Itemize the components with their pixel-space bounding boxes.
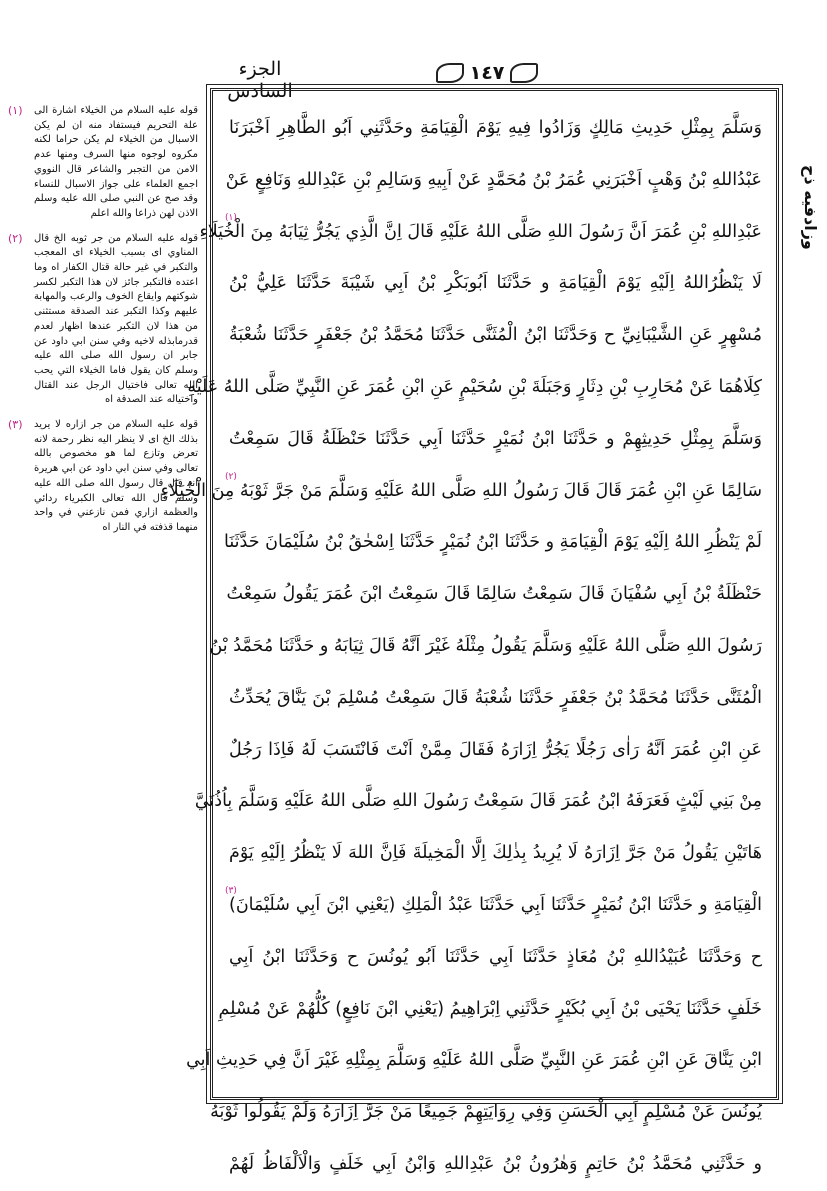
margin-note: وزادفيه ذح (801, 165, 820, 250)
text-line (199, 207, 762, 259)
text-line-content: حَنْظَلَةُ بْنُ اَبِي سُفْيَانَ قَالَ سَمِعْتُ سَالِمًا قَالَ سَمِعْتُ ابْنَ عُمَرَ يَقُولُ سَمِعْتُ (226, 584, 762, 605)
text-line (226, 569, 762, 621)
text-line-content: الْقِيَامَةِ و حَدَّثَنَا ابْنُ نُمَيْرٍ حَدَّثَنَا اَبِي حَدَّثَنَا عَبْدُ الْمَلِكِ (يَعْنِي ابْنَ اَبِي سُلَيْمَانَ) (229, 894, 762, 915)
text-line-content: لَا يَنْظُرُاللهُ اِلَيْهِ يَوْمَ الْقِيَامَةِ و حَدَّثَنَا اَبُوبَكْرِ بْنُ اَبِي شَيْبَةَ حَدَّثَنَا عَلِيُّ بْنُ (229, 273, 762, 294)
text-line-content: عَبْدُاللهِ بْنُ وَهْبٍ اَخْبَرَنِي عُمَرُ بْنُ مُحَمَّدٍ عَنْ اَبِيهِ وَسَالِمِ بْنِ عَبْدِاللهِ وَنَافِعٍ عَنْ (225, 169, 762, 190)
text-line (229, 103, 762, 155)
text-line (229, 414, 762, 466)
note-number: (٢) (8, 231, 23, 245)
note-number: (١) (8, 104, 23, 117)
text-line (209, 621, 762, 673)
text-line (229, 258, 762, 310)
text-line-content: مِنْ بَنِي لَيْثٍ فَعَرَفَهُ ابْنُ عُمَرَ قَالَ سَمِعْتُ رَسُولَ اللهِ صَلَّى اللهُ عَلَيْهِ وَسَلَّمَ بِاُذُنَيَّ (194, 791, 762, 812)
hadith-text (160, 103, 762, 1174)
text-line-content: ح وَحَدَّثَنَا عُبَيْدُاللهِ بْنُ مُعَاذٍ حَدَّثَنَا اَبِي حَدَّثَنَا اَبُو يُونُسَ ح وَحَدَّثَنَا ابْنُ اَبِي (229, 946, 762, 967)
ornament-right-icon (510, 63, 538, 83)
text-line (229, 1139, 762, 1191)
note-text: قوله عليه السلام من جر ثوبه الخ قال المناوي اى بسبب الخيلاء اى المعجب والتكبر في غير حالة قتال الكفار اه وما اعتده فالتكبر جائز لان هذا التكبر لكسر شوكتهم وايقاع الخوف والرعب والمهابة عليهم وكذا التكبر عند الصدقة مستثنى من هذا لان التكبر عندها اظهار لعدم قدرمابذله لاخيه وفي سنن ابي داود عن جابر ان رسول الله صلى الله عليه وسلم كان يقول فاما الخيلاء التي يحب الله تعالى فاختيال الرجل عند القتال واختياله عند الصدقة اه (34, 232, 198, 406)
text-line-content: يُونُسَ عَنْ مُسْلِمٍ اَبِي الْحَسَنِ وَفِي رِوَايَتِهِمْ جَمِيعًا مَنْ جَرَّ اِزَارَهُ وَلَمْ يَقُولُوا ثَوْبَهُ (210, 1102, 762, 1123)
text-line (186, 1035, 762, 1087)
text-line-content: مُسْهِرٍ عَنِ الشَّيْبَانِيِّ ح وَحَدَّثَنَا ابْنُ الْمُثَنَّى حَدَّثَنَا مُحَمَّدُ بْنُ جَعْفَرٍ حَدَّثَنَا شُعْبَةُ (229, 325, 762, 346)
text-line-content: و حَدَّثَنِي مُحَمَّدُ بْنُ حَاتِمٍ وَهٰرُونُ بْنُ عَبْدِاللهِ وَابْنُ اَبِي خَلَفٍ وَالْاَلْفَاظُ لَهُمْ (229, 1153, 762, 1174)
text-line-content: عَبْدِاللهِ بْنِ عُمَرَ اَنَّ رَسُولَ اللهِ صَلَّى اللهُ عَلَيْهِ قَالَ اِنَّ الَّذِي يَجُرُّ ثِيَابَهُ مِنَ الْخُيَلَاءِ (199, 221, 762, 242)
footnote-marker: (٣) (225, 885, 237, 896)
text-line (229, 725, 762, 777)
text-line-content: خَلَفٍ حَدَّثَنَا يَحْيَى بْنُ اَبِي بُكَيْرٍ حَدَّثَنِي اِبْرَاهِيمُ (يَعْنِي ابْنَ نَافِعٍ) كُلُّهُمْ عَنْ مُسْلِمِ (218, 998, 762, 1019)
note-number: (٣) (8, 418, 23, 432)
text-line (229, 828, 762, 880)
text-line-content: كِلَاهُمَا عَنْ مُحَارِبِ بْنِ دِثَارٍ وَجَبَلَةَ بْنِ سُحَيْمٍ عَنِ ابْنِ عُمَرَ عَنِ النَّبِيِّ صَلَّى اللهُ عَلَيْهِ (187, 376, 762, 397)
text-line-content: هَاتَيْنِ يَقُولُ مَنْ جَرَّ اِزَارَهُ لَا يُرِيدُ بِذٰلِكَ اِلَّا الْمَخِيلَةَ فَاِنَّ اللهَ لَا يَنْظُرُ اِلَيْهِ يَوْمَ (229, 843, 762, 864)
main-text-frame (160, 88, 779, 1174)
text-line (210, 1087, 762, 1139)
text-line-content: وَسَلَّمَ بِمِثْلِ حَدِيثِهِمْ و حَدَّثَنَا ابْنُ نُمَيْرٍ حَدَّثَنَا اَبِي حَدَّثَنَا حَنْظَلَةُ قَالَ سَمِعْتُ (229, 428, 762, 449)
running-title: الجزء السادس (227, 58, 293, 102)
ornament-left-icon (436, 63, 464, 83)
text-line (194, 776, 762, 828)
text-line (160, 466, 762, 518)
text-line-content: لَمْ يَنْظُرِ اللهُ اِلَيْهِ يَوْمَ الْقِيَامَةِ و حَدَّثَنَا ابْنُ نُمَيْرٍ حَدَّثَنَا اِسْحٰقُ بْنُ سُلَيْمَانَ حَدَّثَنَا (224, 532, 762, 553)
text-line-content: وَسَلَّمَ بِمِثْلِ حَدِيثِ مَالِكٍ وَزَادُوا فِيهِ يَوْمَ الْقِيَامَةِ وحَدَّثَنِي اَبُو الطَّاهِرِ اَخْبَرَنَا (229, 118, 762, 138)
text-line-content: عَنِ ابْنِ عُمَرَ اَنَّهُ رَاٰى رَجُلًا يَجُرُّ اِزَارَهُ فَقَالَ مِمَّنْ اَنْتَ فَانْتَسَبَ لَهُ فَاِذَا رَجُلٌ (229, 739, 762, 760)
note-text: قوله عليه السلام من جر ازاره لا يريد بذلك الخ اى لا ينظر اليه نظر رحمة لانه تعرض وتازع لما هو مخصوص بالله تعالى وفي سنن ابي داود عن ابي هريرة انه قال قال رسول الله صلى الله عليه وسلم قال الله تعالى الكبرياء ردائي والعظمة ازاري فمن نازعني في واحد منهما قذفته في النار اه (34, 419, 198, 533)
note-2 (8, 232, 198, 408)
footnote-marker: (١) (225, 212, 237, 223)
text-line (229, 310, 762, 362)
note-text: قوله عليه السلام من الخيلاء اشارة الى علة التحريم فيستفاد منه ان لم يكن الاسبال من الخيلاء لم يكن حراما لكنه مكروه لوجوه منها السرف ومنها عدم الامن من التجبر والشاعر قال النووي اجمع العلماء على جواز الاسبال للنساء وقد صح عن النبي صلى الله عليه وسلم الاذن لهن ذراعا والله اعلم (34, 105, 198, 219)
text-line-content: سَالِمًا عَنِ ابْنِ عُمَرَ قَالَ قَالَ رَسُولُ اللهِ صَلَّى اللهُ عَلَيْهِ وَسَلَّمَ مَنْ جَرَّ ثَوْبَهُ مِنَ الْخُيَلَاءِ (160, 480, 762, 501)
page-number-text: ١٤٧ (469, 62, 505, 84)
text-line (187, 362, 762, 414)
text-line (225, 155, 762, 207)
text-line-content: ابْنِ يَنَّاقَ عَنِ ابْنِ عُمَرَ عَنِ النَّبِيِّ صَلَّى اللهُ عَلَيْهِ وَسَلَّمَ بِمِثْلِهِ غَيْرَ اَنَّ فِي حَدِيثِ اَبِي (186, 1050, 762, 1071)
text-line (224, 517, 762, 569)
text-line (229, 932, 762, 984)
text-line-content: الْمُثَنَّى حَدَّثَنَا مُحَمَّدُ بْنُ جَعْفَرٍ حَدَّثَنَا شُعْبَةُ قَالَ سَمِعْتُ مُسْلِمَ بْنَ يَنَّاقَ يُحَدِّثُ (229, 687, 762, 708)
text-line (225, 880, 762, 932)
footnote-marker: (٢) (225, 471, 237, 482)
note-1 (8, 104, 198, 222)
text-line (229, 673, 762, 725)
text-line (218, 984, 762, 1036)
text-line-content: رَسُولَ اللهِ صَلَّى اللهُ عَلَيْهِ وَسَلَّمَ يَقُولُ مِثْلَهُ غَيْرَ اَنَّهُ قَالَ ثِيَابَهُ و حَدَّثَنَا مُحَمَّدُ بْنُ (209, 635, 762, 656)
page-number (432, 60, 542, 86)
